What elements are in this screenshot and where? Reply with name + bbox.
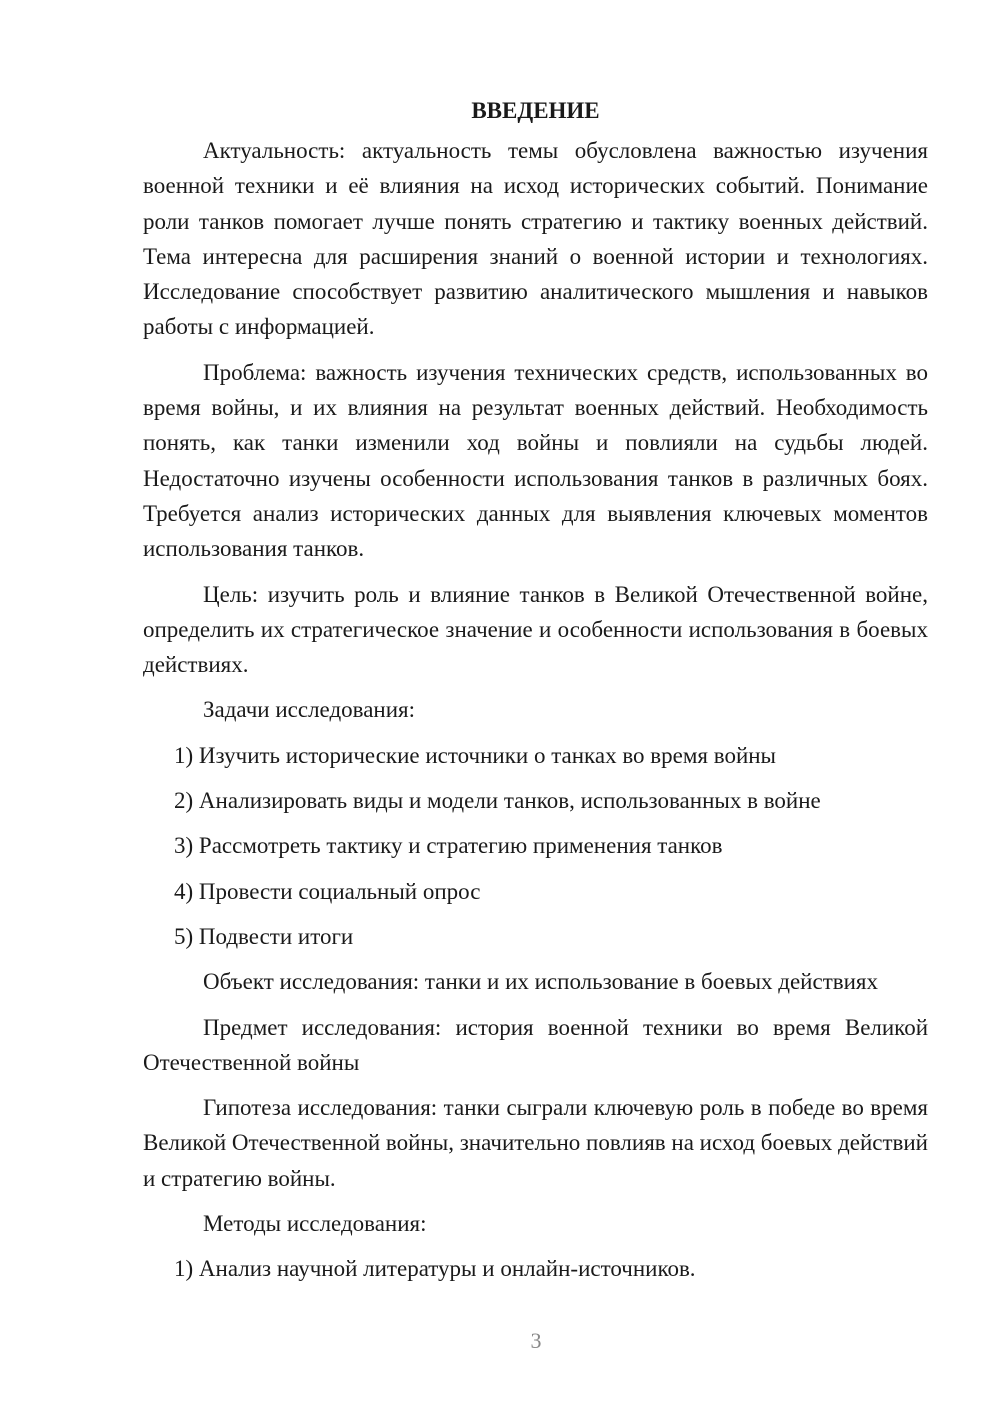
methods-heading: Методы исследования: bbox=[203, 1211, 427, 1237]
problem-paragraph: Проблема: важность изучения технических средств, использованных во время войны, и их влияния на результат военных действий. Необходимость понять, как танки изменили ход войны и повлияли на судьбы людей. Недостаточно изучены особенности использования танков в различных боях. Требуется анализ исторических данных для выявления ключевых моментов использования танков. bbox=[143, 359, 928, 562]
method-item: 1) Анализ научной литературы и онлайн-источников. bbox=[174, 1256, 696, 1282]
page-content bbox=[143, 93, 928, 1297]
section-title: ВВЕДЕНИЕ bbox=[471, 98, 600, 123]
task-item: 5) Подвести итоги bbox=[174, 923, 354, 949]
task-item: 3) Рассмотреть тактику и стратегию применения танков bbox=[174, 833, 723, 859]
object-paragraph: Объект исследования: танки и их использование в боевых действиях bbox=[203, 969, 878, 995]
relevance-paragraph: Актуальность: актуальность темы обусловлена важностью изучения военной техники и её влияния на исход исторических событий. Понимание роли танков помогает лучше понять стратегию и тактику военных действий. Тема интересна для расширения знаний о военной истории и технологиях. Исследование способствует развитию аналитического мышления и навыков работы с информацией. bbox=[143, 138, 928, 340]
task-item: 2) Анализировать виды и модели танков, использованных в войне bbox=[174, 788, 821, 814]
task-item: 4) Провести социальный опрос bbox=[174, 878, 481, 904]
tasks-heading: Задачи исследования: bbox=[203, 697, 416, 723]
subject-paragraph: Предмет исследования: история военной техники во время Великой Отечественной войны bbox=[143, 1014, 928, 1075]
hypothesis-paragraph: Гипотеза исследования: танки сыграли ключевую роль в победе во время Великой Отечественной войны, значительно повлияв на исход боевых действий и стратегию войны. bbox=[143, 1095, 928, 1191]
task-item: 1) Изучить исторические источники о танках во время войны bbox=[174, 742, 777, 768]
goal-paragraph: Цель: изучить роль и влияние танков в Великой Отечественной войне, определить их стратегическое значение и особенности использования в боевых действиях. bbox=[143, 581, 928, 678]
page-number: 3 bbox=[530, 1328, 542, 1353]
